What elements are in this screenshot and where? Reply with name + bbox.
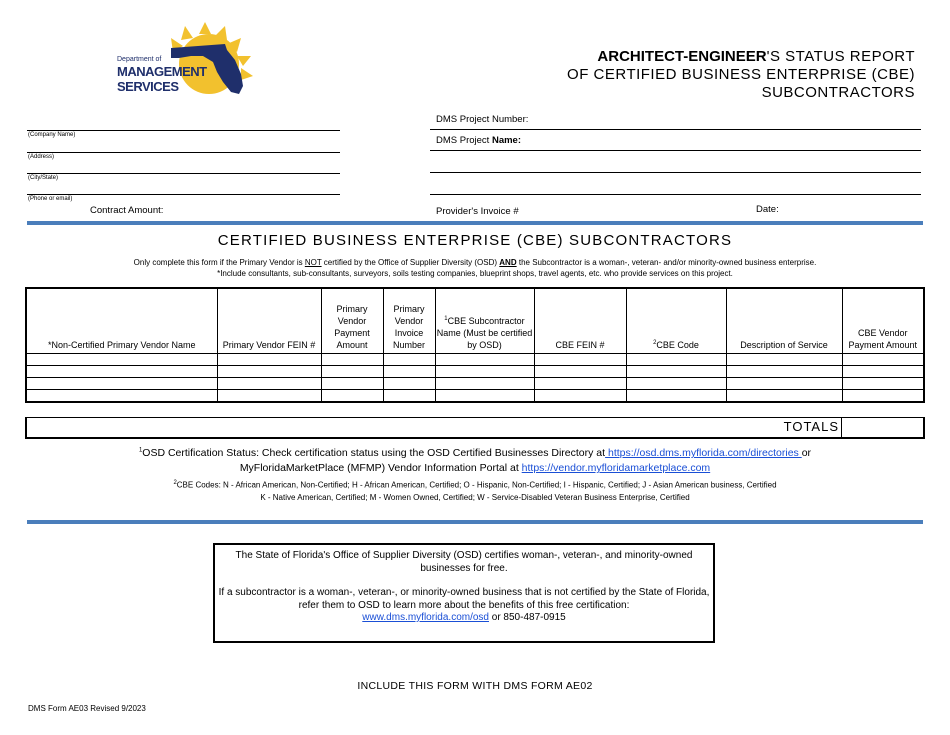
col-cbe-fein: CBE FEIN # bbox=[534, 288, 626, 354]
project-name-line[interactable] bbox=[430, 150, 921, 151]
codes-sup: 2 bbox=[173, 480, 177, 486]
codes-text-1: CBE Codes: N - African American, Non-Certified; H - African American, Certified; O - Hispanic, Non-Certified; I - Hispanic, Certified; J - Asian American business, Certified bbox=[176, 480, 777, 490]
logo-line1: Department of bbox=[117, 56, 162, 63]
phone-line[interactable] bbox=[27, 194, 340, 195]
totals-label: TOTALS bbox=[783, 419, 839, 434]
osd-info-box bbox=[213, 543, 715, 643]
table-row[interactable] bbox=[26, 378, 924, 390]
osd-directory-link[interactable]: https://osd.dms.myflorida.com/directories bbox=[605, 447, 802, 459]
logo-line2: MANAGEMENT bbox=[117, 64, 207, 79]
date-label: Date: bbox=[756, 204, 779, 215]
title-line3: SUBCONTRACTORS bbox=[761, 84, 915, 101]
invoice-label: Provider's Invoice # bbox=[436, 206, 519, 217]
address-label: (Address) bbox=[28, 154, 55, 160]
note1-not: NOT bbox=[304, 258, 322, 267]
col-primary-vendor-invoice: Primary Vendor Invoice Number bbox=[383, 288, 435, 354]
dms-logo bbox=[113, 20, 259, 102]
note1-and: AND bbox=[499, 258, 517, 267]
col-primary-vendor-fein: Primary Vendor FEIN # bbox=[217, 288, 321, 354]
section-note-2: *Include consultants, sub-consultants, surveyors, soils testing companies, blueprint shops, travel agents, etc. who provide services on this project. bbox=[217, 269, 733, 278]
col-cbe-subcontractor-text: CBE Subcontractor Name (Must be certified by OSD) bbox=[436, 316, 533, 350]
form-id: DMS Form AE03 Revised 9/2023 bbox=[28, 704, 146, 713]
osd-website-link[interactable]: www.dms.myflorida.com/osd bbox=[362, 612, 489, 623]
totals-input[interactable] bbox=[841, 418, 923, 437]
title-line2: OF CERTIFIED BUSINESS ENTERPRISE (CBE) bbox=[567, 66, 915, 83]
project-extra-line-1[interactable] bbox=[430, 172, 921, 173]
col-cbe-subcontractor-name bbox=[435, 288, 534, 354]
osd-footnote bbox=[0, 447, 950, 459]
contract-amount-label: Contract Amount: bbox=[90, 205, 164, 216]
osd-text-a: OSD Certification Status: Check certification status using the OSD Certified Businesses Directory at bbox=[142, 447, 606, 459]
city-label: (City/State) bbox=[28, 175, 59, 181]
col-primary-vendor-payment: Primary Vendor Payment Amount bbox=[321, 288, 383, 354]
col-description: Description of Service bbox=[726, 288, 842, 354]
note1-c: the Subcontractor is a woman-, veteran- and/or minority-owned business enterprise. bbox=[516, 258, 817, 267]
section-note-1 bbox=[0, 258, 950, 267]
company-line[interactable] bbox=[27, 130, 340, 131]
logo-line3: SERVICES bbox=[117, 79, 179, 94]
include-note: INCLUDE THIS FORM WITH DMS FORM AE02 bbox=[357, 680, 593, 692]
company-label: (Company Name) bbox=[28, 132, 76, 138]
cbe-codes-line-1 bbox=[0, 480, 950, 490]
col-cbe-code-text: CBE Code bbox=[656, 340, 699, 350]
osd-text-b: or bbox=[801, 447, 812, 459]
note1-a: Only complete this form if the Primary Vendor is bbox=[133, 258, 305, 267]
project-name-bold: Name: bbox=[491, 135, 522, 146]
col-cbe-code bbox=[626, 288, 726, 354]
table-row[interactable] bbox=[26, 366, 924, 378]
accent-bar-bottom bbox=[27, 520, 923, 524]
note1-b: certified by the Office of Supplier Diversity (OSD) bbox=[321, 258, 500, 267]
section-title: CERTIFIED BUSINESS ENTERPRISE (CBE) SUBCONTRACTORS bbox=[217, 232, 733, 249]
sup-2: 2 bbox=[653, 340, 657, 346]
project-number-label: DMS Project Number: bbox=[436, 114, 529, 125]
address-line[interactable] bbox=[27, 152, 340, 153]
table-header-row bbox=[26, 288, 924, 354]
infobox-p2: If a subcontractor is a woman-, veteran-, or minority-owned business that is not certified by the State of Florida, refer them to OSD to learn more about the benefits of this free certification: bbox=[218, 587, 710, 611]
cbe-table bbox=[25, 287, 925, 403]
col-primary-vendor-name: *Non-Certified Primary Vendor Name bbox=[26, 288, 217, 354]
osd-phone: or 850-487-0915 bbox=[488, 612, 566, 623]
mfmp-footnote bbox=[0, 462, 950, 474]
sup-1: 1 bbox=[444, 316, 448, 322]
title-bold: ARCHITECT-ENGINEER bbox=[597, 48, 767, 65]
project-name-label bbox=[436, 135, 521, 146]
phone-label: (Phone or email) bbox=[28, 196, 73, 202]
totals-row bbox=[25, 417, 925, 439]
cbe-codes-line-2: K - Native American, Certified; M - Women Owned, Certified; W - Service-Disabled Veteran Business Enterprise, Certified bbox=[260, 493, 690, 502]
title-line1-rest: 'S STATUS REPORT bbox=[766, 48, 915, 65]
project-number-line[interactable] bbox=[430, 129, 921, 130]
infobox-p1: The State of Florida's Office of Supplier Diversity (OSD) certifies woman-, veteran-, and minority-owned businesses for free. bbox=[235, 550, 693, 574]
city-line[interactable] bbox=[27, 173, 340, 174]
table-row[interactable] bbox=[26, 390, 924, 403]
report-title bbox=[567, 48, 915, 102]
osd-sup: 1 bbox=[138, 447, 143, 454]
project-name-prefix: DMS Project bbox=[436, 135, 492, 146]
project-extra-line-2[interactable] bbox=[430, 194, 921, 195]
accent-bar-top bbox=[27, 221, 923, 225]
infobox-contact bbox=[215, 612, 713, 625]
mfmp-text: MyFloridaMarketPlace (MFMP) Vendor Information Portal at bbox=[239, 462, 522, 474]
table-row[interactable] bbox=[26, 354, 924, 366]
col-cbe-payment: CBE Vendor Payment Amount bbox=[842, 288, 924, 354]
mfmp-link[interactable]: https://vendor.myfloridamarketplace.com bbox=[521, 462, 711, 474]
